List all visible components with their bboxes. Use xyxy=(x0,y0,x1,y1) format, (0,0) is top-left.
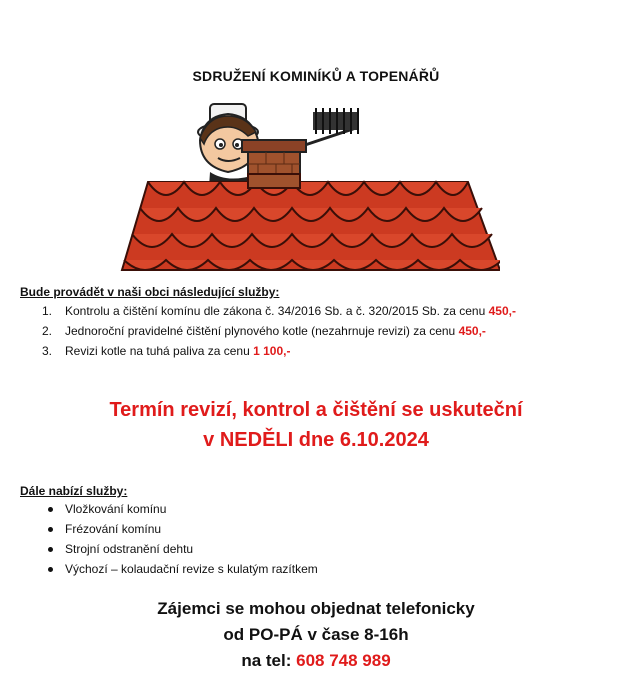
service-description: Revizi kotle na tuhá paliva za cenu xyxy=(65,344,254,358)
phone-number[interactable]: 608 748 989 xyxy=(296,651,391,670)
list-item xyxy=(0,539,632,559)
contact-info xyxy=(0,596,632,674)
service-text xyxy=(65,301,516,321)
list-item xyxy=(0,499,632,519)
service-price: 450,- xyxy=(458,324,486,338)
service-description: Jednoroční pravidelné čištění plynového kotle (nezahrnuje revizi) za cenu xyxy=(65,324,459,338)
contact-line-1: Zájemci se mohou objednat telefonicky xyxy=(157,599,475,618)
contact-line-3 xyxy=(0,648,632,674)
list-item xyxy=(0,519,632,539)
bullet-icon xyxy=(48,547,53,552)
list-number: 3. xyxy=(42,344,53,358)
service-description: Kontrolu a čištění komínu dle zákona č. 34/2016 Sb. a č. 320/2015 Sb. za cenu xyxy=(65,304,489,318)
roof-tiles xyxy=(122,174,500,270)
list-item-text: Vložkování komínu xyxy=(65,502,167,516)
contact-line-2: od PO-PÁ v čase 8-16h xyxy=(223,625,409,644)
service-price: 450,- xyxy=(488,304,516,318)
bullet-icon xyxy=(48,507,53,512)
services-heading: Bude provádět v naši obci následující služby: xyxy=(20,285,280,299)
page-title: SDRUŽENÍ KOMINÍKŮ A TOPENÁŘŮ xyxy=(192,68,440,84)
service-price: 1 100,- xyxy=(253,344,291,358)
bullet-icon xyxy=(48,527,53,532)
list-item-text: Strojní odstranění dehtu xyxy=(65,542,194,556)
term-announcement xyxy=(0,395,632,455)
list-item xyxy=(0,321,632,341)
service-text xyxy=(65,341,290,361)
list-number: 2. xyxy=(42,324,53,338)
other-services-list xyxy=(0,499,632,579)
phone-prefix: na tel: xyxy=(241,651,297,670)
term-line-1: Termín revizí, kontrol a čištění se uskuteční xyxy=(109,399,523,421)
list-item xyxy=(0,301,632,321)
list-item-text: Výchozí – kolaudační revize s kulatým razítkem xyxy=(65,562,318,576)
list-item xyxy=(0,341,632,361)
other-services-heading: Dále nabízí služby: xyxy=(20,484,128,498)
term-line-2: v NEDĚLI dne 6.10.2024 xyxy=(203,429,429,451)
service-text xyxy=(65,321,486,341)
chimney-sweep-on-roof-icon xyxy=(108,92,500,282)
bullet-icon xyxy=(48,567,53,572)
list-item-text: Frézování komínu xyxy=(65,522,162,536)
list-item xyxy=(0,559,632,579)
list-number: 1. xyxy=(42,304,53,318)
services-list xyxy=(0,301,632,361)
